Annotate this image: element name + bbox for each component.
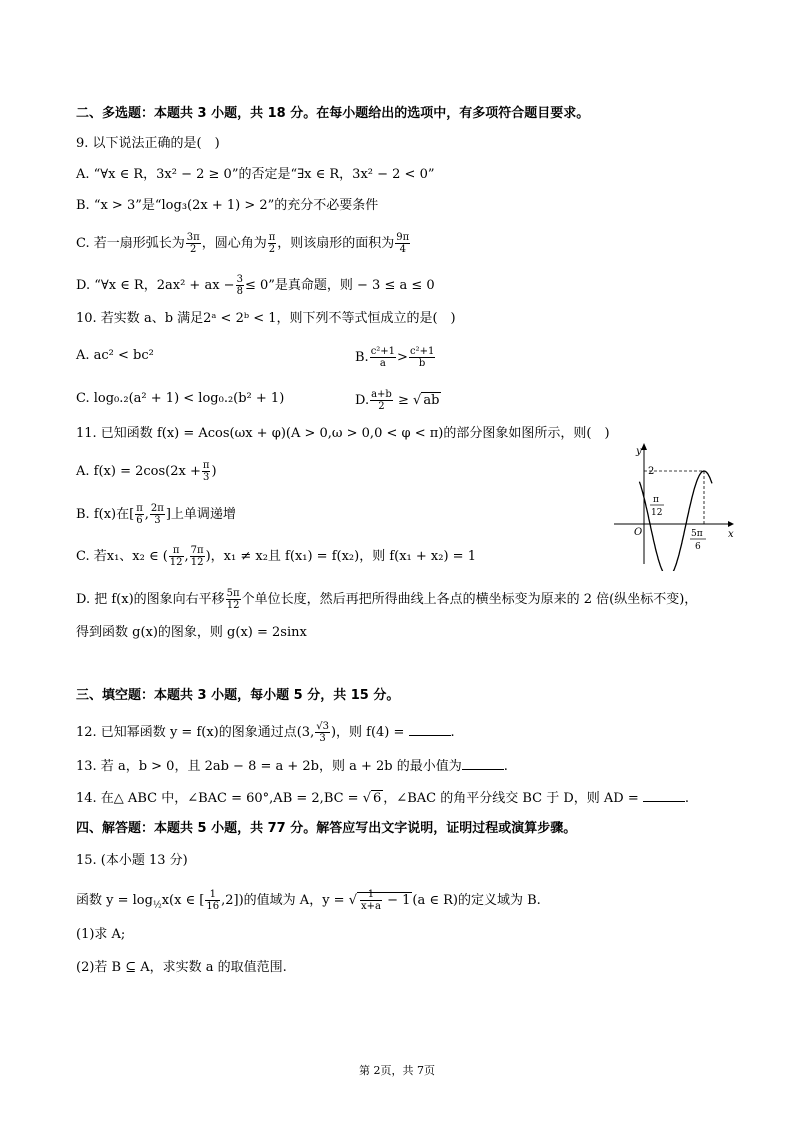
numerator: √3: [316, 721, 329, 732]
numerator: 9π: [396, 232, 410, 243]
text: B.: [355, 350, 369, 365]
text: ，则该扇形的面积为: [277, 236, 395, 251]
q11-option-c: [76, 545, 476, 568]
text: − 1: [387, 893, 411, 908]
fraction: [236, 274, 244, 297]
q15-part-2: (2)若 B ⊆ A，求实数 a 的取值范围.: [76, 960, 287, 975]
fraction: [370, 346, 396, 369]
x-axis-label: x: [728, 529, 734, 540]
denominator: 12: [190, 557, 204, 568]
q10-option-b: [355, 346, 436, 369]
q11-option-d: [76, 588, 697, 611]
numerator: π: [169, 545, 184, 557]
numerator: 3π: [186, 232, 200, 243]
denominator: 3: [154, 515, 161, 526]
tick-label-5pi-6-num: 5π: [691, 529, 703, 539]
denominator: 3: [319, 733, 326, 744]
numerator: 5π: [226, 588, 240, 599]
text: 函数 y = log: [76, 893, 153, 908]
q9-option-d: [76, 274, 435, 297]
denominator: 4: [399, 244, 406, 255]
denominator: 12: [169, 557, 183, 568]
q10-stem: 10. 若实数 a、b 满足2ᵃ < 2ᵇ < 1，则下列不等式恒成立的是( ): [76, 311, 456, 326]
q14: 14. 在△ ABC 中，∠BAC = 60°,AB = 2,BC = √ 6 ，∠BAC 的角平分线交 BC 于 D，则 AD = .: [76, 791, 690, 806]
numerator: a+b: [371, 389, 392, 400]
x-axis-arrow: [728, 521, 734, 527]
numerator: 2π: [150, 503, 164, 514]
q9-option-a: A. “∀x ∈ R，3x² − 2 ≥ 0”的否定是“∃x ∈ R，3x² − 2 < 0”: [76, 167, 435, 182]
denominator: x+a: [360, 901, 381, 912]
text: D. “∀x ∈ R，2ax² + ax −: [76, 278, 235, 293]
denominator: 2: [190, 244, 197, 255]
page-footer: 第 2页，共 7页: [359, 1064, 435, 1077]
text: ，∠BAC 的角平分线交 BC 于 D，则 AD =: [383, 791, 639, 806]
numerator: π: [202, 460, 210, 471]
text: )，x₁ ≠ x₂且 f(x₁) = f(x₂)，则 f(x₁ + x₂) = 1: [205, 549, 476, 564]
section-title-answer: 四、解答题：本题共 5 小题，共 77 分。解答应写出文字说明，证明过程或演算步骤。: [76, 821, 577, 836]
radicand: 6: [373, 791, 382, 806]
q10-option-d: D. $\frac{a+b}{2}$ ≥ √ ab: [355, 389, 440, 412]
text: C. 若一扇形弧长为: [76, 236, 185, 251]
denominator: b: [418, 358, 426, 369]
denominator: 3: [202, 472, 210, 483]
numerator: π: [136, 503, 143, 514]
numerator: c²+1: [409, 346, 435, 357]
denominator: 6: [136, 515, 143, 526]
text: ,2])的值域为 A，y =: [221, 893, 345, 908]
text: (a ∈ R)的定义域为 B.: [412, 893, 541, 908]
text: ,: [184, 549, 189, 564]
text: D.: [355, 393, 370, 408]
text: ,: [144, 507, 149, 522]
q11-option-d-continued: 得到函数 g(x)的图象，则 g(x) = 2sinx: [76, 625, 307, 640]
fraction: [202, 460, 211, 483]
denominator: 12: [226, 600, 240, 611]
text: 14. 在△ ABC 中，∠BAC = 60°,AB = 2,BC =: [76, 791, 359, 806]
max-value-label: 2: [648, 466, 655, 477]
text: ≤ 0”是真命题，则 − 3 ≤ a ≤ 0: [244, 278, 435, 293]
text: )，则 f(4) =: [330, 725, 405, 740]
cosine-graph: [612, 436, 742, 571]
fraction: [409, 346, 435, 369]
q15-stem: 函数 $y = \log_{\frac{1}{2}}x(x$ ∈ [ $\frac{1}{16}$ ,2])的值域为 A，y = √ $\frac{1}{x+a}$ − 1 (a ∈ R)的定义域为 B.: [76, 889, 541, 912]
text: x(x ∈ [: [161, 893, 205, 908]
tick-label-pi-12-num: π: [653, 495, 659, 505]
answer-blank[interactable]: [409, 723, 451, 736]
denominator: 8: [236, 286, 243, 297]
q9-option-c: [76, 232, 411, 255]
numerator: 3: [236, 274, 243, 285]
text: 12. 已知幂函数 y = f(x)的图象通过点(3,: [76, 725, 315, 740]
numerator: c²+1: [370, 346, 396, 357]
section-title-multiple-choice: 二、多选题：本题共 3 小题，共 18 分。在每小题给出的选项中，有多项符合题目要求。: [76, 106, 590, 121]
text: >: [397, 350, 408, 365]
text: ): [211, 464, 217, 479]
tick-label-5pi-6-den: 6: [695, 542, 701, 552]
y-axis-label: y: [636, 446, 642, 457]
q15-part-1: (1)求 A;: [76, 927, 126, 942]
q15-head: 15. (本小题 13 分): [76, 853, 188, 868]
text: B. f(x)在[: [76, 507, 135, 522]
text: .: [684, 791, 690, 806]
numerator: π: [268, 232, 276, 243]
text: A. f(x) = 2cos(2x +: [76, 464, 201, 479]
q11-option-a: [76, 460, 217, 483]
function-curve: [639, 471, 712, 571]
fraction: [169, 545, 184, 568]
q11-option-b: [76, 503, 236, 526]
numerator: 7π: [190, 545, 204, 556]
denominator: 16: [206, 901, 220, 912]
text: C. 若x₁、x₂ ∈ (: [76, 549, 168, 564]
section-title-fill-in: 三、填空题：本题共 3 小题，每小题 5 分，共 15 分。: [76, 688, 400, 703]
radicand: ab: [423, 393, 440, 408]
fraction: [370, 389, 393, 412]
log-base: ½: [152, 900, 162, 911]
q9-option-b: B. “x > 3”是“log₃(2x + 1) > 2”的充分不必要条件: [76, 198, 379, 213]
fraction: [190, 545, 205, 568]
y-axis-arrow: [641, 443, 647, 450]
origin-label: O: [634, 527, 643, 538]
text: ]上单调递增: [165, 507, 236, 522]
q12: [76, 721, 455, 744]
fraction: [395, 232, 410, 255]
text: .: [503, 759, 508, 774]
denominator: 2: [268, 244, 276, 255]
fraction: [186, 232, 201, 255]
text: ，圆心角为: [201, 236, 267, 251]
fraction: [150, 503, 165, 526]
q9-stem: 9. 以下说法正确的是( ): [76, 136, 220, 151]
fraction: [315, 721, 330, 744]
answer-blank[interactable]: [462, 757, 504, 770]
numerator: 1: [205, 889, 220, 901]
fraction: [268, 232, 277, 255]
text: 13. 若 a，b > 0，且 2ab − 8 = a + 2b，则 a + 2b 的最小值为: [76, 759, 462, 774]
denominator: a: [379, 358, 386, 369]
q13: [76, 757, 508, 777]
fraction: [205, 889, 220, 912]
fraction: [226, 588, 241, 611]
fraction: [360, 889, 382, 912]
text: .: [450, 725, 455, 740]
q11-stem: 11. 已知函数 f(x) = Acos(ωx + φ)(A > 0,ω > 0,0 < φ < π)的部分图象如图所示，则( ): [76, 426, 610, 441]
radical: [357, 889, 412, 912]
text: D. 把 f(x)的图象向右平移: [76, 592, 225, 607]
answer-blank[interactable]: [643, 789, 685, 802]
denominator: 2: [378, 401, 385, 412]
q10-option-a: A. ac² < bc²: [76, 348, 154, 363]
fraction: [135, 503, 144, 526]
q10-option-c: C. log₀.₂(a² + 1) < log₀.₂(b² + 1): [76, 391, 285, 406]
numerator: 1: [360, 889, 382, 901]
text: 个单位长度，然后再把所得曲线上各点的横坐标变为原来的 2 倍(纵坐标不变)，: [241, 592, 698, 607]
text: ≥: [397, 393, 409, 408]
tick-label-pi-12-den: 12: [651, 508, 663, 518]
